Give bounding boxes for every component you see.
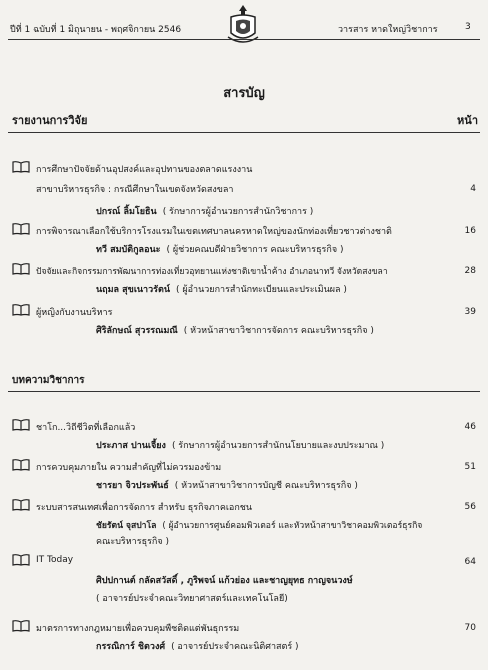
entry-title: การศึกษาปัจจัยด้านอุปสงค์และอุปทานของตลาดแรงงาน (36, 165, 253, 175)
author-role: ( รักษาการผู้อำนวยการสำนักวิชาการ ) (162, 207, 314, 217)
entry-author (96, 204, 313, 218)
author-name: กรรณิการ์ ชิตวงศ์ (96, 642, 166, 652)
entry-page: 56 (464, 502, 476, 512)
author-name: ปกรณ์ ลิ้มโยธิน (96, 207, 157, 217)
author-role-cont: คณะบริหารธุรกิจ ) (96, 537, 169, 547)
open-book-icon (12, 459, 30, 471)
entry-title: การควบคุมภายใน ความสำคัญที่ไม่ควรมองข้าม (36, 463, 222, 473)
entry-author (96, 282, 347, 296)
entry-title: ระบบสารสนเทศเพื่อการจัดการ สำหรับ ธุรกิจภาคเอกชน (36, 503, 253, 513)
entry-page: 51 (464, 462, 476, 472)
entry-page: 39 (464, 307, 476, 317)
entry-author (96, 438, 384, 452)
entry-title: การพิจารณาเลือกใช้บริการโรงแรมในเขตเทศบาลนครหาดใหญ่ของนักท่องเที่ยวชาวต่างชาติ (36, 227, 392, 237)
toc-entry[interactable] (0, 303, 488, 339)
entry-page: 4 (470, 184, 476, 194)
section-articles-heading (8, 369, 480, 392)
entry-page: 64 (464, 557, 476, 567)
entry-title: ผู้หญิงกับงานบริหาร (36, 308, 113, 318)
toc-entry[interactable] (0, 498, 488, 550)
entry-page: 28 (464, 266, 476, 276)
section-research-heading (8, 110, 480, 133)
toc-entry[interactable] (0, 160, 488, 220)
open-book-icon (12, 499, 30, 511)
author-role: ( รักษาการผู้อำนวยการสำนักนโยบายและงบประมาณ ) (171, 441, 385, 451)
page-number: 3 (465, 22, 471, 32)
author-role: ( ผู้ช่วยคณบดีฝ่ายวิชาการ คณะบริหารธุรกิจ ) (166, 245, 344, 255)
entry-author (96, 573, 353, 587)
toc-entry[interactable] (0, 418, 488, 454)
entry-author (96, 518, 422, 532)
entry-page: 16 (464, 226, 476, 236)
author-name: ประภาส ปานเจี้ยง (96, 441, 166, 451)
entry-page: 70 (464, 623, 476, 633)
section-label: รายงานการวิจัย (12, 114, 88, 127)
author-role: ( อาจารย์ประจำคณะนิติศาสตร์ ) (171, 642, 299, 652)
entry-author (96, 478, 358, 492)
open-book-icon (12, 620, 30, 632)
entry-title: ชาโก...วิถีชีวิตที่เลือกแล้ว (36, 423, 136, 433)
author-name: ทวี สมบัติกูลอนะ (96, 245, 161, 255)
toc-entry[interactable] (0, 553, 488, 605)
author-name: ศิปปกานต์ กลัดสวัสดิ์ , ภูริพจน์ แก้วย่อง และชาญยุทธ กาญจนวงษ์ (96, 576, 353, 586)
toc-entry[interactable] (0, 222, 488, 258)
open-book-icon (12, 304, 30, 316)
open-book-icon (12, 223, 30, 235)
entry-title: ปัจจัยและกิจกรรมการพัฒนาการท่องเที่ยวอุทยานแห่งชาติเขาน้ำค้าง อำเภอนาทวี จังหวัดสงขลา (36, 267, 388, 277)
open-book-icon (12, 554, 30, 566)
open-book-icon (12, 263, 30, 275)
entry-title: IT Today (36, 555, 74, 565)
entry-author (96, 639, 299, 653)
author-role: ( ผู้อำนวยการสำนักทะเบียนและประเมินผล ) (176, 285, 347, 295)
author-role: ( หัวหน้าสาขาวิชาการจัดการ คณะบริหารธุรกิจ ) (183, 326, 374, 336)
header-divider (8, 39, 480, 40)
author-role: ( อาจารย์ประจำคณะวิทยาศาสตร์และเทคโนโลยี) (96, 594, 288, 604)
author-name: นฤมล สุขเนาวรัตน์ (96, 285, 170, 295)
open-book-icon (12, 161, 30, 173)
toc-entry[interactable] (0, 458, 488, 494)
section-label: บทความวิชาการ (12, 375, 85, 386)
author-name: ศิริลักษณ์ สุวรรณมณี (96, 326, 178, 336)
author-role: ( หัวหน้าสาขาวิชาการบัญชี คณะบริหารธุรกิจ ) (174, 481, 358, 491)
author-name: ชารยา จิวประพันธ์ (96, 481, 169, 491)
entry-title: มาตรการทางกฎหมายเพื่อควบคุมพืชติดแต่พันธุกรรม (36, 624, 240, 634)
issue-info: ปีที่ 1 ฉบับที่ 1 มิถุนายน - พฤศจิกายน 2546 (10, 25, 182, 35)
author-role: ( ผู้อำนวยการศูนย์คอมพิวเตอร์ และหัวหน้าสาขาวิชาคอมพิวเตอร์ธุรกิจ (162, 521, 423, 531)
page-column-label: หน้า (457, 114, 478, 127)
toc-entry[interactable] (0, 262, 488, 298)
author-name: ชัยรัตน์ จุสปาโล (96, 521, 157, 531)
entry-title-cont: สาขาบริหารธุรกิจ : กรณีศึกษาในเขตจังหวัดสงขลา (36, 185, 234, 195)
open-book-icon (12, 419, 30, 431)
entry-author (96, 323, 374, 337)
toc-entry[interactable] (0, 619, 488, 655)
entry-page: 46 (464, 422, 476, 432)
journal-name: วารสาร หาดใหญ่วิชาการ (338, 25, 438, 35)
entry-author (96, 242, 344, 256)
toc-title: สารบัญ (223, 86, 265, 101)
